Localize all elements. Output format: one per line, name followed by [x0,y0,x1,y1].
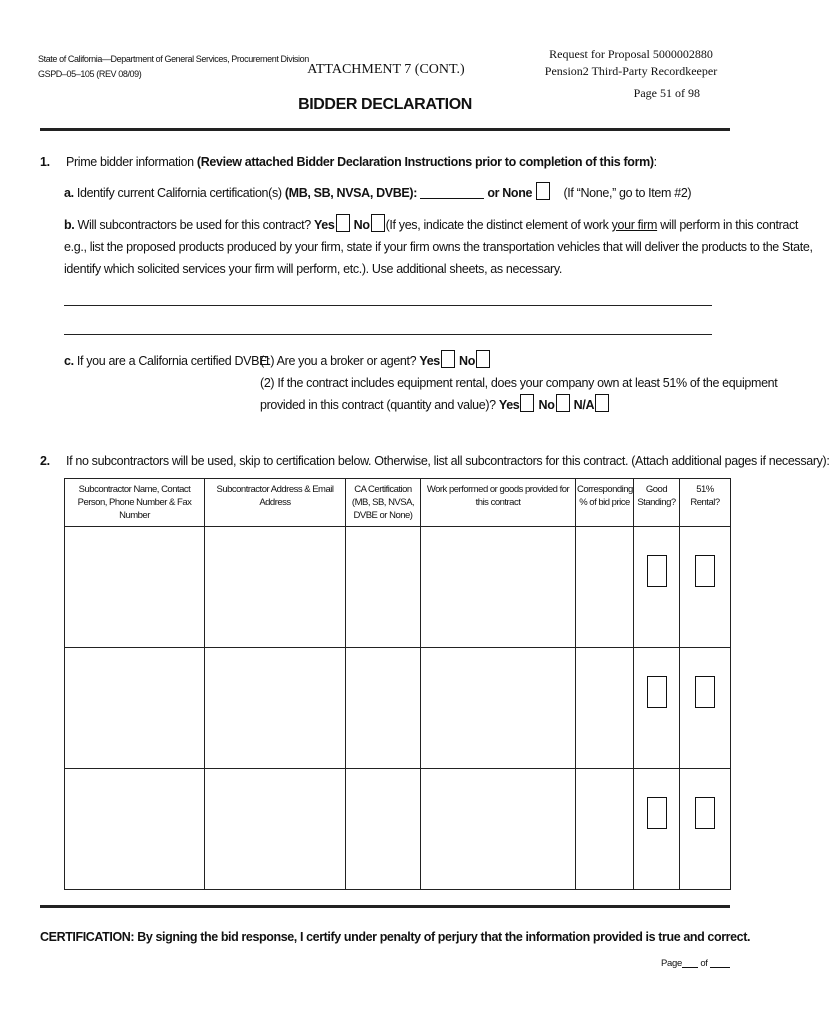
item-a-cert-types: (MB, SB, NVSA, DVBE): [284,186,418,200]
item-c-q2-line2 [260,394,610,416]
item-b-line3: identify which solicited services your firm will perform, etc.). Use additional sheets, as necessary. [64,262,562,276]
page-counter [661,958,730,969]
subcontractor-address-cell[interactable] [205,648,346,769]
subcontractor-address-cell[interactable] [205,769,346,890]
item-c-q2-line1: (2) If the contract includes equipment rental, does your company own at least 51% of the equipment [260,376,778,390]
page-input[interactable] [682,967,698,968]
page-label: Page [660,958,682,969]
good-standing-cell [634,527,680,648]
org-line: State of California—Department of General Services, Procurement Division [38,54,309,64]
project-line: Pension2 Third-Party Recordkeeper [544,64,718,78]
good-standing-checkbox[interactable] [647,676,667,708]
rental-cell [680,527,731,648]
q2-text: provided in this contract (quantity and value)? [260,398,496,412]
item-label: b. [64,218,75,232]
table-row [65,648,731,769]
good-standing-cell [634,648,680,769]
section-2-heading [40,450,829,472]
item-a-note: (If “None,” go to Item #2) [563,186,692,200]
certification-statement: CERTIFICATION: By signing the bid response, I certify under penalty of perjury that the information provided is true and correct. [40,930,751,944]
or-none-label: or None [487,186,533,200]
rental-na-checkbox[interactable] [595,394,609,412]
rental-checkbox[interactable] [695,676,715,708]
rental-yes-checkbox[interactable] [520,394,534,412]
broker-no-checkbox[interactable] [476,350,490,368]
subcontractor-name-cell[interactable] [65,527,205,648]
attachment-label: ATTACHMENT 7 (CONT.) [307,62,465,77]
section-1-intro: Prime bidder information [65,155,194,169]
certification-input[interactable] [420,198,484,199]
yes-label: Yes [314,218,335,232]
item-label: c. [64,354,74,368]
item-b-text: Will subcontractors be used for this contract? [77,218,311,232]
page-number: Page 51 of 98 [633,86,700,100]
good-standing-checkbox[interactable] [647,555,667,587]
bid-percent-cell[interactable] [576,527,634,648]
column-header: Subcontractor Name, Contact Person, Phone Number & Fax Number [65,479,205,527]
form-number: GSPD–05–105 (REV 08/09) [38,69,142,79]
item-a-text: Identify current California certification(s) [76,186,282,200]
total-pages-input[interactable] [710,967,730,968]
item-label: a. [64,186,74,200]
item-b: b. Will subcontractors be used for this contract? Yes No (If yes, indicate the distinct element of work your firm will perform in this contract [64,214,798,236]
subcontractors-yes-checkbox[interactable] [336,214,350,232]
broker-yes-checkbox[interactable] [441,350,455,368]
q1-text: (1) Are you a broker or agent? [260,354,417,368]
item-b-line2: e.g., list the proposed products produced by your firm, state if your firm owns the transportation vehicles that will deliver the products to the State, [64,240,813,254]
org-header [38,52,309,82]
section-2-text: If no subcontractors will be used, skip to certification below. Otherwise, list all subcontractors for this contract. (Attach additional pages if necessary): [65,454,829,468]
column-header: Good Standing? [634,479,680,527]
rental-checkbox[interactable] [695,797,715,829]
yes-label: Yes [419,354,440,368]
na-label: N/A [573,398,595,412]
subcontractor-name-cell[interactable] [65,769,205,890]
column-header: Subcontractor Address & Email Address [205,479,346,527]
subcontractors-no-checkbox[interactable] [371,214,385,232]
work-performed-cell[interactable] [421,769,576,890]
of-label: of [700,958,708,969]
bid-percent-cell[interactable] [576,769,634,890]
certification-cell[interactable] [346,648,421,769]
section-number: 1. [40,155,50,169]
subcontractor-table [64,478,731,890]
item-c-q1 [260,350,491,372]
column-header: Corresponding % of bid price [576,479,634,527]
section-1-heading: 1. Prime bidder information (Review attached Bidder Declaration Instructions prior to completion of this form): [40,155,657,169]
divider [40,128,730,131]
no-label: No [353,218,370,232]
work-description-line-2[interactable] [64,334,712,335]
rental-cell [680,769,731,890]
item-a [64,182,691,204]
work-description-line-1[interactable] [64,305,712,306]
table-row [65,769,731,890]
page-title: BIDDER DECLARATION [298,96,472,113]
no-label: No [459,354,475,368]
bid-percent-cell[interactable] [576,648,634,769]
column-header: Work performed or goods provided for this contract [421,479,576,527]
certification-cell[interactable] [346,769,421,890]
work-performed-cell[interactable] [421,648,576,769]
item-c [64,350,270,372]
item-c-text: If you are a California certified DVBE: [76,354,271,368]
work-performed-cell[interactable] [421,527,576,648]
column-header: CA Certification (MB, SB, NVSA, DVBE or None) [346,479,421,527]
rfp-line: Request for Proposal 5000002880 [549,47,713,61]
subcontractor-name-cell[interactable] [65,648,205,769]
table-header-row [65,479,731,527]
subcontractor-address-cell[interactable] [205,527,346,648]
good-standing-checkbox[interactable] [647,797,667,829]
good-standing-cell [634,769,680,890]
table-row [65,527,731,648]
certification-cell[interactable] [346,527,421,648]
column-header: 51% Rental? [680,479,731,527]
divider [40,905,730,908]
section-1-instructions: (Review attached Bidder Declaration Instructions prior to completion of this form) [196,155,654,169]
section-number: 2. [40,454,50,468]
none-checkbox[interactable] [536,182,550,200]
yes-label: Yes [498,398,520,412]
rental-cell [680,648,731,769]
rental-checkbox[interactable] [695,555,715,587]
rfp-header [540,46,722,80]
no-label: No [538,398,555,412]
rental-no-checkbox[interactable] [556,394,570,412]
